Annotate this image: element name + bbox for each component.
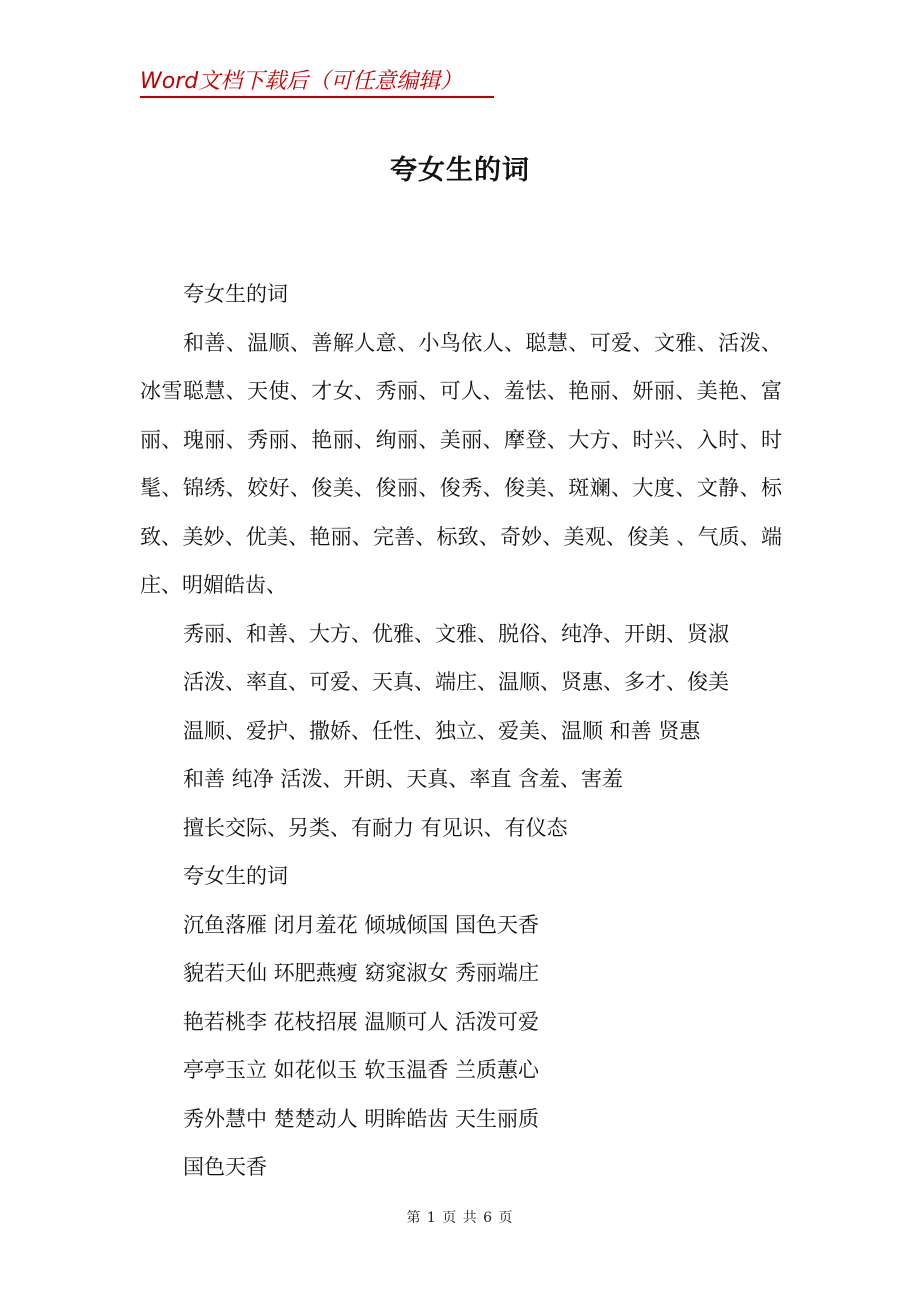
paragraph: 温顺、爱护、撒娇、任性、独立、爱美、温顺 和善 贤惠 [183, 718, 701, 743]
page-number-footer: 第 1 页 共 6 页 [406, 1210, 514, 1226]
paragraph: 夸女生的词 [183, 864, 288, 888]
paragraph: 亭亭玉立 如花似玉 软玉温香 兰质蕙心 [183, 1058, 540, 1082]
paragraph: 和善 纯净 活泼、开朗、天真、率直 含羞、害羞 [183, 767, 624, 791]
paragraph: 秀丽、和善、大方、优雅、文雅、脱俗、纯净、开朗、贤淑 [183, 621, 729, 646]
paragraph: 貌若天仙 环肥燕瘦 窈窕淑女 秀丽端庄 [183, 961, 540, 985]
document-header [140, 60, 494, 98]
paragraph: 擅长交际、另类、有耐力 有见识、有仪态 [183, 815, 568, 840]
paragraph: 沉鱼落雁 闭月羞花 倾城倾国 国色天香 [183, 912, 540, 937]
paragraph: 秀外慧中 楚楚动人 明眸皓齿 天生丽质 [183, 1106, 540, 1131]
paragraph: 艳若桃李 花枝招展 温顺可人 活泼可爱 [183, 1009, 540, 1034]
paragraph: 国色天香 [183, 1155, 267, 1179]
paragraph: 和善、温顺、善解人意、小鸟依人、聪慧、可爱、文雅、活泼、冰雪聪慧、天使、才女、秀丽、可人、羞怯、艳丽、妍丽、美艳、富丽、瑰丽、秀丽、艳丽、绚丽、美丽、摩登、大方、时兴、入时、时髦、锦绣、姣好、俊美、俊丽、俊秀、俊美、斑斓、大度、文静、标致、美妙、优美、艳丽、完善、标致、奇妙、美观、俊美 、气质、端庄、明媚皓齿、 [140, 330, 782, 597]
header-text: Word文档下载后（可任意编辑） [140, 69, 463, 94]
document-body [140, 270, 782, 1192]
document-title: 夸女生的词 [390, 155, 530, 186]
paragraph: 活泼、率直、可爱、天真、端庄、温顺、贤惠、多才、俊美 [183, 670, 729, 694]
paragraph: 夸女生的词 [183, 282, 288, 306]
